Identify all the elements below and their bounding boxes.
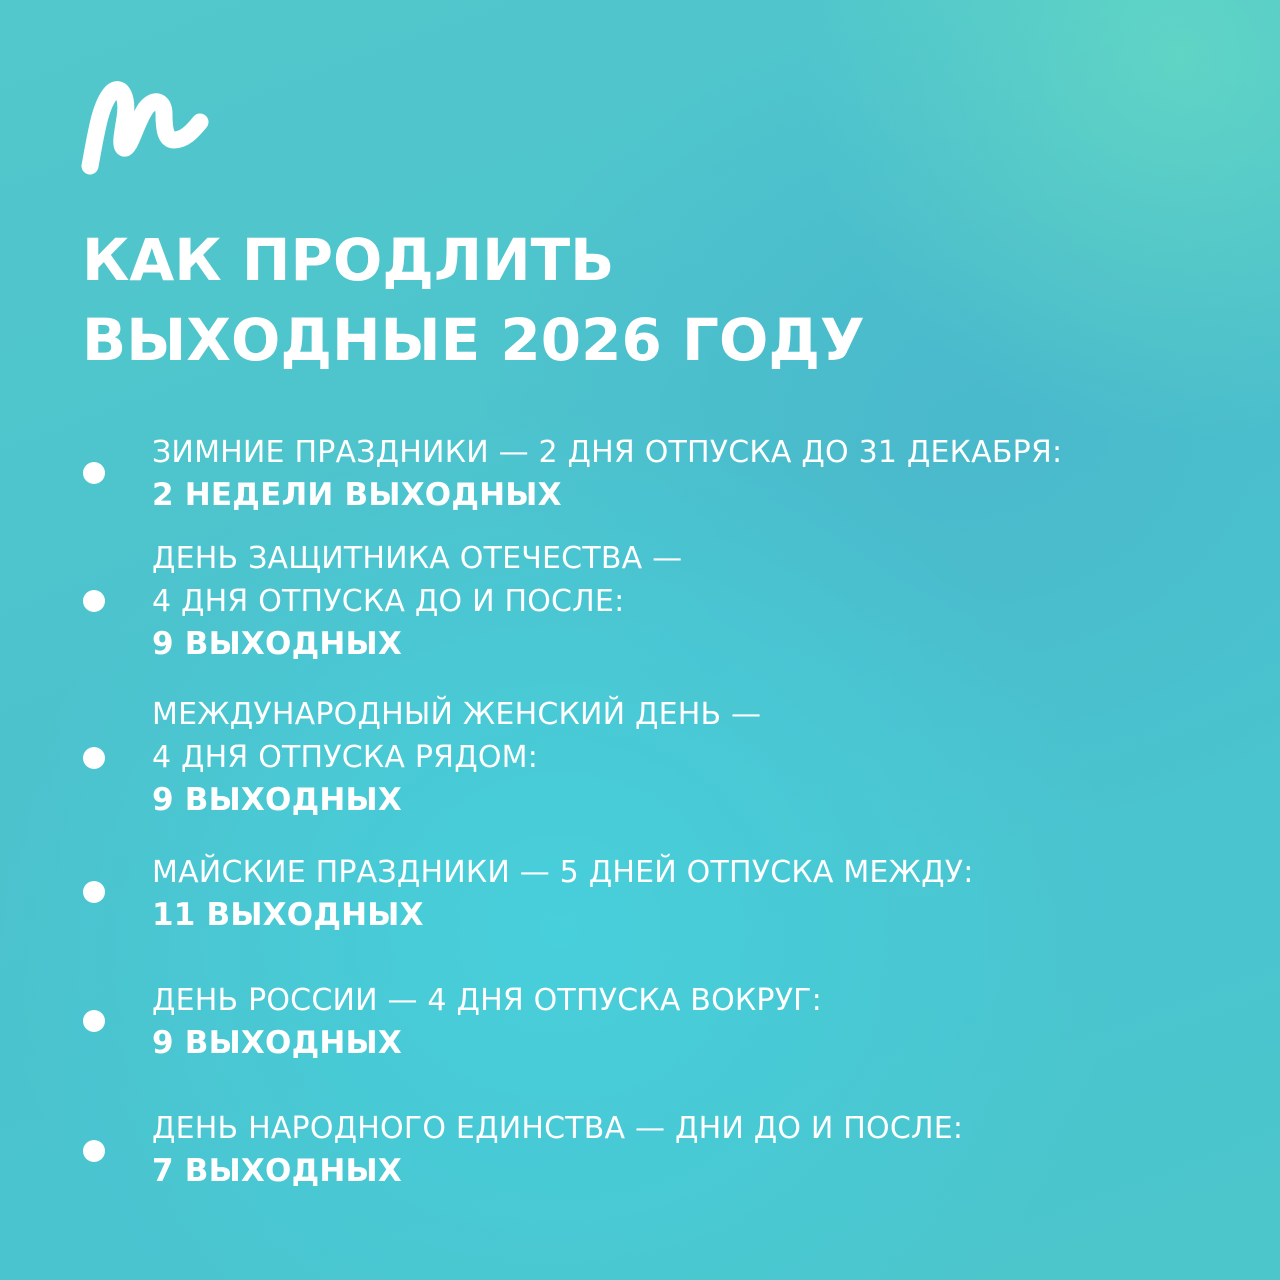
list-item-result: 9 ВЫХОДНЫХ xyxy=(152,782,402,818)
list-item-result: 7 ВЫХОДНЫХ xyxy=(152,1153,402,1189)
list-item-line: МАЙСКИЕ ПРАЗДНИКИ — 5 ДНЕЙ ОТПУСКА МЕЖДУ: xyxy=(152,855,974,890)
handwritten-m-logo-icon xyxy=(78,74,214,180)
bullet-dot xyxy=(83,590,105,612)
list-item-line: ДЕНЬ РОССИИ — 4 ДНЯ ОТПУСКА ВОКРУГ: xyxy=(152,983,822,1018)
list-item-line: ЗИМНИЕ ПРАЗДНИКИ — 2 ДНЯ ОТПУСКА ДО 31 ДЕКАБРЯ: xyxy=(152,435,1063,470)
bullet-dot xyxy=(83,1140,105,1162)
list-item-text xyxy=(152,537,1250,666)
list-item-result: 9 ВЫХОДНЫХ xyxy=(152,626,402,662)
list-item-line: 4 ДНЯ ОТПУСКА ДО И ПОСЛЕ: xyxy=(152,584,625,619)
bullet-dot xyxy=(83,1010,105,1032)
bullet-dot xyxy=(83,462,105,484)
list-item-line: ДЕНЬ НАРОДНОГО ЕДИНСТВА — ДНИ ДО И ПОСЛЕ: xyxy=(152,1111,964,1146)
title-line-2: ВЫХОДНЫЕ 2026 ГОДУ xyxy=(82,306,865,374)
list-item-result: 11 ВЫХОДНЫХ xyxy=(152,897,424,933)
list-item-line: 4 ДНЯ ОТПУСКА РЯДОМ: xyxy=(152,740,539,775)
list-item-text xyxy=(152,431,1250,517)
title-line-1: КАК ПРОДЛИТЬ xyxy=(82,226,615,294)
list-item-text xyxy=(152,1107,1250,1193)
list-item-text xyxy=(152,979,1250,1065)
list-item-text xyxy=(152,851,1250,937)
bullet-dot xyxy=(83,747,105,769)
list-item-result: 2 НЕДЕЛИ ВЫХОДНЫХ xyxy=(152,477,562,513)
page-title xyxy=(82,220,865,380)
list-item-line: ДЕНЬ ЗАЩИТНИКА ОТЕЧЕСТВА — xyxy=(152,541,683,576)
list-item-result: 9 ВЫХОДНЫХ xyxy=(152,1025,402,1061)
bullet-dot xyxy=(83,881,105,903)
list-item-text xyxy=(152,693,1250,822)
list-item-line: МЕЖДУНАРОДНЫЙ ЖЕНСКИЙ ДЕНЬ — xyxy=(152,697,762,732)
